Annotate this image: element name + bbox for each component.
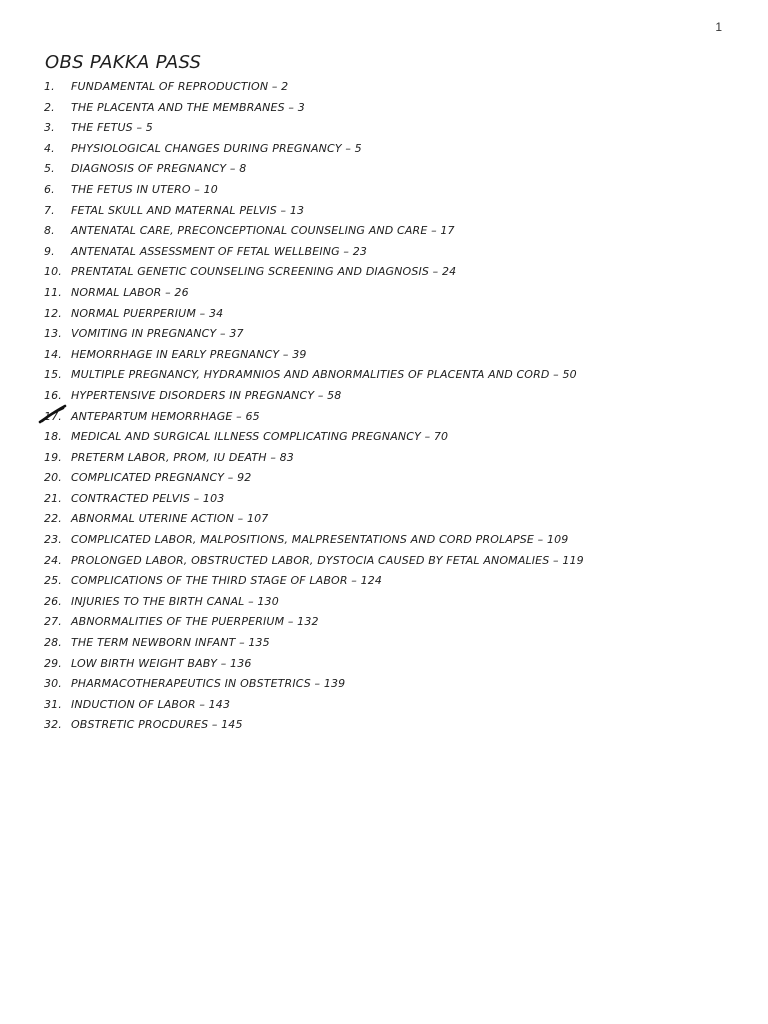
toc-entry [44,451,744,472]
pen-scribble-mark [38,404,68,424]
toc-entry [44,430,744,451]
toc-entry-number: 2. [44,100,55,114]
toc-entry-number: 14. [44,347,62,361]
toc-entry [44,512,744,533]
toc-entry [44,162,744,183]
toc-entry [44,327,744,348]
toc-entry [44,348,744,369]
toc-entry-number: 30. [44,677,62,691]
toc-entry-number: 11. [44,285,62,299]
toc-entry [44,101,744,122]
toc-entry [44,533,744,554]
toc-entry-number: 29. [44,656,62,670]
toc-entry-text: THE FETUS IN UTERO – 10 [71,182,218,196]
toc-entry-text: FUNDAMENTAL OF REPRODUCTION – 2 [71,80,289,93]
toc-entry [44,389,744,410]
toc-entry [44,80,744,101]
toc-entry-text: PHYSIOLOGICAL CHANGES DURING PREGNANCY – 5 [71,141,362,155]
toc-entry [44,492,744,513]
toc-entry-text: NORMAL LABOR – 26 [71,285,189,299]
toc-entry [44,595,744,616]
toc-entry-number: 19. [44,450,62,464]
toc-entry [44,657,744,678]
toc-entry-text: THE TERM NEWBORN INFANT – 135 [71,636,270,650]
toc-entry [44,718,744,739]
toc-entry-text: COMPLICATED LABOR, MALPOSITIONS, MALPRESENTATIONS AND CORD PROLAPSE – 109 [71,533,569,547]
toc-entry [44,615,744,636]
toc-entry-number: 17. [44,410,71,423]
toc-entry-text: HEMORRHAGE IN EARLY PREGNANCY – 39 [71,347,307,361]
toc-entry-text: NORMAL PUERPERIUM – 34 [71,306,224,320]
toc-entry-number: 26. [44,594,62,608]
table-of-contents [44,80,744,739]
toc-entry-text: PRENTATAL GENETIC COUNSELING SCREENING AND DIAGNOSIS – 24 [71,265,457,279]
toc-entry-text: PRETERM LABOR, PROM, IU DEATH – 83 [71,450,294,464]
toc-entry-text: OBSTRETIC PROCDURES – 145 [71,718,243,732]
toc-entry-text: LOW BIRTH WEIGHT BABY – 136 [71,656,252,670]
toc-entry-number: 12. [44,306,62,320]
toc-entry [44,554,744,575]
toc-entry [44,307,744,328]
toc-entry-number: 21. [44,491,62,505]
toc-entry-text: HYPERTENSIVE DISORDERS IN PREGNANCY – 58 [71,388,342,402]
toc-entry-number: 10. [44,265,62,279]
toc-entry [44,142,744,163]
toc-entry [44,574,744,595]
toc-entry [44,245,744,266]
document-title: OBS PAKKA PASS [45,52,202,73]
toc-entry-text: FETAL SKULL AND MATERNAL PELVIS – 13 [71,203,305,217]
toc-entry-text: PROLONGED LABOR, OBSTRUCTED LABOR, DYSTOCIA CAUSED BY FETAL ANOMALIES – 119 [71,553,584,567]
toc-entry-text: PHARMACOTHERAPEUTICS IN OBSTETRICS – 139 [71,677,346,691]
toc-entry [44,698,744,719]
toc-entry-text: DIAGNOSIS OF PREGNANCY – 8 [71,162,247,176]
toc-entry-number: 3. [44,121,55,135]
page-number: 1 [715,20,722,34]
toc-entry-text: ANTEPARTUM HEMORRHAGE – 65 [71,409,260,423]
toc-entry [44,204,744,225]
toc-entry [44,286,744,307]
toc-entry-text: THE FETUS – 5 [71,121,153,135]
toc-entry [44,636,744,657]
toc-entry [44,410,744,431]
toc-entry-number: 31. [44,697,62,711]
toc-entry-text: CONTRACTED PELVIS – 103 [71,491,225,505]
toc-entry-text: INDUCTION OF LABOR – 143 [71,697,231,711]
toc-entry-number: 9. [44,244,55,258]
toc-entry-text: COMPLICATIONS OF THE THIRD STAGE OF LABOR – 124 [71,574,383,588]
toc-entry-text: MULTIPLE PREGNANCY, HYDRAMNIOS AND ABNORMALITIES OF PLACENTA AND CORD – 50 [71,368,577,382]
toc-entry-number: 20. [44,471,62,485]
toc-entry-number: 22. [44,512,62,526]
toc-entry-number: 32. [44,718,62,732]
toc-entry-number: 15. [44,368,62,382]
toc-entry-number: 6. [44,182,55,196]
toc-entry [44,471,744,492]
toc-entry-number: 16. [44,388,62,402]
toc-entry-number: 23. [44,533,62,547]
toc-entry-number: 24. [44,553,62,567]
toc-entry-number: 18. [44,430,62,444]
toc-entry-text: ABNORMALITIES OF THE PUERPERIUM – 132 [71,615,319,629]
toc-entry-number: 7. [44,203,55,217]
toc-entry-number: 8. [44,224,55,238]
toc-entry-text: INJURIES TO THE BIRTH CANAL – 130 [71,594,279,608]
toc-entry [44,265,744,286]
toc-entry [44,224,744,245]
toc-entry [44,183,744,204]
toc-entry-text: MEDICAL AND SURGICAL ILLNESS COMPLICATING PREGNANCY – 70 [71,430,449,444]
toc-entry-number: 28. [44,636,62,650]
toc-entry [44,368,744,389]
toc-entry-number: 5. [44,162,55,176]
toc-entry-text: ANTENATAL CARE, PRECONCEPTIONAL COUNSELING AND CARE – 17 [71,224,455,238]
toc-entry-text: ABNORMAL UTERINE ACTION – 107 [71,512,269,526]
toc-entry [44,121,744,142]
toc-entry [44,677,744,698]
toc-entry-number: 27. [44,615,62,629]
toc-entry-number: 4. [44,141,55,155]
toc-entry-number: 25. [44,574,62,588]
toc-entry-number: 13. [44,327,62,341]
toc-entry-text: VOMITING IN PREGNANCY – 37 [71,327,244,341]
toc-entry-text: THE PLACENTA AND THE MEMBRANES – 3 [71,100,305,114]
toc-entry-text: COMPLICATED PREGNANCY – 92 [71,471,252,485]
toc-entry-text: ANTENATAL ASSESSMENT OF FETAL WELLBEING – 23 [71,244,368,258]
toc-entry-number: 1. [44,80,55,93]
